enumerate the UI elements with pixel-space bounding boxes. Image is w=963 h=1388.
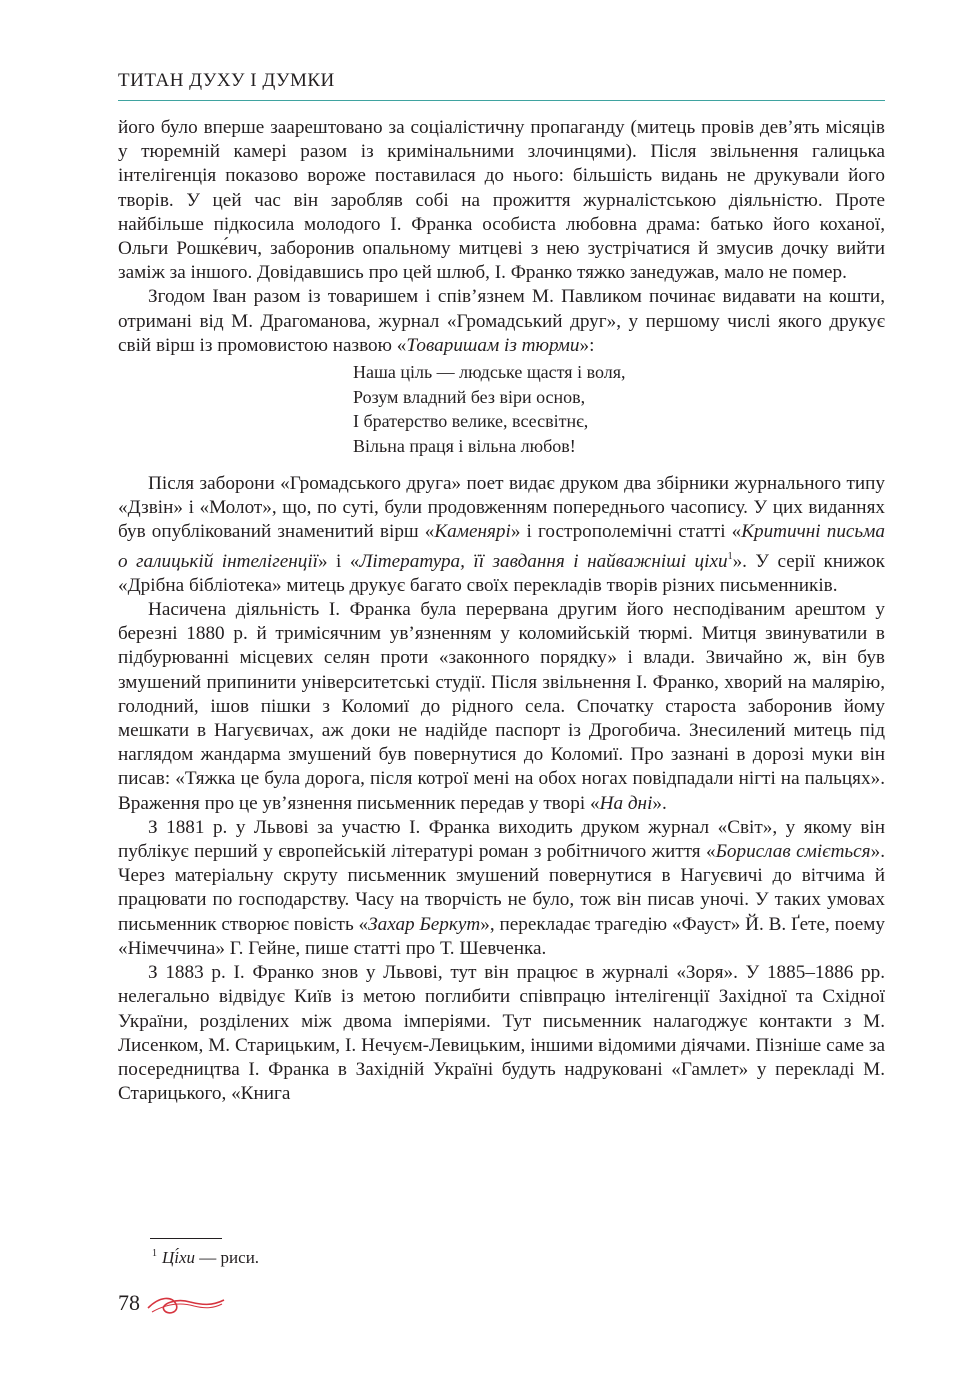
- footnote-term: Ці́хи: [162, 1248, 196, 1267]
- paragraph-4-text-a: Насичена діяльність І. Франка була перервана другим його несподіваним арештом у березні 1880 р. й тримісячним ув’язненням у коломийській тюрмі. Митця звинуватили в підбурюванні місцевих селян проти «законного порядку» і влади. Звичайно ж, він був змушений припинити університетські студії. Після звільнення І. Франко, хворий на малярію, голодний, ішов пішки з Коломиї до рідного села. Спочатку староста заборонив йому мешкати в Нагуєвичах, аж доки не надійде паспорт із Дрогобича. Знесилений митець під наглядом жандарма змушений був повернутися до Коломиї. Про зазнані в дорозі муки він писав: «Тяжка це була дорога, після котрої мені на обох ногах повідпадали нігті на пальцях». Враження про це ув’язнення письменник передав у творі «: [118, 599, 885, 814]
- paragraph-4-text-b: ».: [652, 792, 667, 814]
- header-rule: [118, 100, 885, 101]
- work-title-zakhar-berkut: Захар Беркут: [368, 913, 481, 935]
- poem-line: Розум владний без віри основ,: [353, 386, 586, 407]
- poem-title: Товаришам із тюрми: [406, 334, 580, 356]
- footnote-mark: 1: [152, 1248, 157, 1259]
- footnote-definition: — риси.: [195, 1248, 260, 1267]
- body-text: [118, 116, 885, 1106]
- work-title-literatura: Література, її завдання і найважніші ціхи: [359, 550, 728, 572]
- poem-line: І братерство велике, всесвітнє,: [353, 411, 589, 432]
- work-title-krytychni-pysma: Критичні письма о галицькій інтелігенції: [118, 521, 886, 572]
- running-header: ТИТАН ДУХУ І ДУМКИ: [118, 70, 335, 91]
- paragraph-2-text-a: Згодом Іван разом із товаришем і спів’язнем М. Павликом починає видавати на кошти, отримані від М. Драгоманова, журнал «Громадський друг», у першому числі якого друкує свій вірш із промовистою назвою «: [118, 286, 885, 356]
- paragraph-3: [118, 472, 885, 598]
- footnote: [152, 1248, 259, 1268]
- work-title-na-dni: На дні: [599, 792, 653, 814]
- paragraph-5-text-a: З 1881 р. у Львові за участю І. Франка виходить друком журнал «Світ», у якому він публікує перший у європейській літературі роман з робітничого життя «: [118, 816, 885, 863]
- page-number: 78: [118, 1290, 140, 1315]
- paragraph-5-text-b: ». Через матеріальну скруту письменник змушений повернутися в Нагуєвичі до вітчима й працювати по господарству. Часу на творчість не було, тож він писав уночі. У таких умовах письменник створює повість «: [118, 841, 885, 935]
- paragraph-5-text-c: », перекладає трагедію «Фауст» Й. В. Ґете, поему «Німеччина» Г. Гейне, пише статті про Т. Шевченка.: [118, 913, 885, 959]
- paragraph-6-text: З 1883 р. І. Франко знов у Львові, тут він працює в журналі «Зоря». У 1885–1886 рр. нелегально відвідує Київ із метою поглибити співпрацю інтелігенції Західної та Східної України, розділених між двома імперіями. Тут письменник налагоджує контакти з М. Лисенком, М. Старицьким, І. Нечуєм-Левицьким, іншими відомими діячами. Пізніше саме за посередництва І. Франка в Західній Україні будуть надруковані «Гамлет» у перекладі М. Старицького, «Книга: [118, 962, 885, 1105]
- paragraph-3-text-a: Після заборони «Громадського друга» поет видає друком два збірники журнального типу «Дзвін» і «Молот», що, по суті, були продовженням попереднього часопису. У цих виданнях був опублікований знаменитий вірш «: [118, 473, 885, 543]
- footnote-rule: [150, 1238, 222, 1239]
- paragraph-2-text-b: »:: [579, 334, 595, 356]
- footnote-reference: 1: [727, 550, 733, 562]
- paragraph-2: [118, 285, 885, 358]
- paragraph-3-text-b: » і гострополемічні статті «: [510, 521, 742, 543]
- paragraph-3-text-d: ». У серії книжок «Дрібна бібліотека» митець друкує багато своїх перекладів творів різних письменників.: [118, 550, 885, 596]
- flourish-ornament-icon: [146, 1290, 226, 1320]
- work-title-kamenyari: Каменярі: [434, 521, 511, 543]
- paragraph-3-text-c: » і «: [318, 550, 360, 572]
- paragraph-1-text: його було вперше заарештовано за соціалістичну пропаганду (митець провів дев’ять місяців у тюремній камері разом із кримінальними злочинцями). Після звільнення галицька інтелігенція показово вороже поставилася до нього: більшість видань не друкували його творів. У цей час він заробляв собі на прожиття журналістською діяльністю. Проте найбільше підкосила молодого І. Франка особиста любовна драма: батько його коханої, Ольги Рошке́вич, заборонив опальному митцеві з нею зустрічатися й змусив дочку вийти заміж за іншого. Довідавшись про цей шлюб, І. Франко тяжко занедужав, мало не помер.: [118, 117, 885, 284]
- paragraph-5: [118, 816, 885, 961]
- paragraph-4: [118, 598, 885, 816]
- work-title-boryslav: Борислав сміється: [715, 841, 871, 863]
- paragraph-6: [118, 961, 885, 1106]
- paragraph-1: [118, 116, 885, 285]
- poem-excerpt: [353, 360, 885, 458]
- poem-line: Вільна праця і вільна любов!: [353, 435, 576, 456]
- poem-line: Наша ціль — людське щастя і воля,: [353, 362, 626, 383]
